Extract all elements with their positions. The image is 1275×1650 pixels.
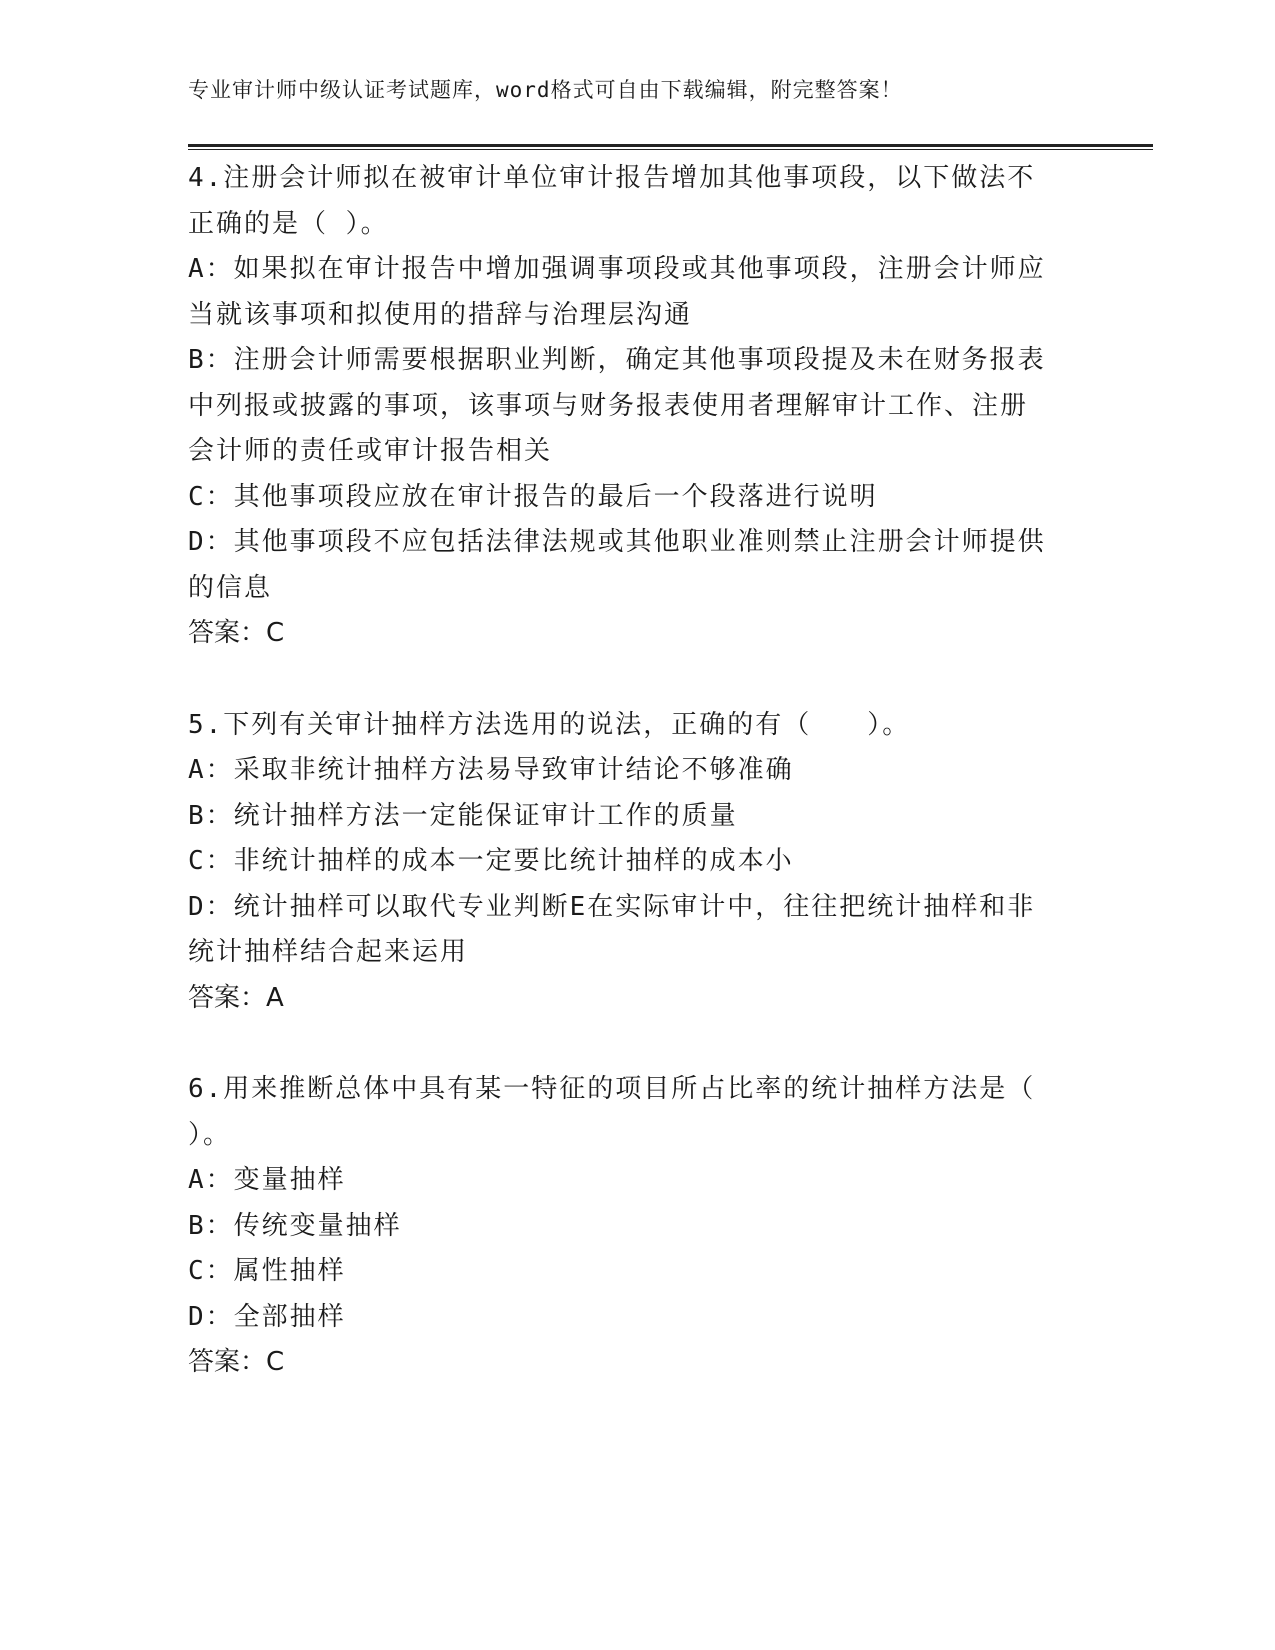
question-4 bbox=[188, 156, 1068, 657]
header-rule-thin bbox=[188, 149, 1153, 150]
option-line: A：如果拟在审计报告中增加强调事项段或其他事项段，注册会计师应 bbox=[188, 254, 1046, 284]
header-rule-thick bbox=[188, 144, 1153, 147]
option-d bbox=[188, 885, 1068, 976]
option-b bbox=[188, 794, 1068, 840]
option-a bbox=[188, 748, 1068, 794]
answer-label: 答案：C bbox=[188, 618, 285, 648]
question-spacer bbox=[188, 1021, 1068, 1067]
option-line: A：采取非统计抽样方法易导致审计结论不够准确 bbox=[188, 755, 794, 785]
option-b bbox=[188, 338, 1068, 475]
option-d bbox=[188, 1295, 1068, 1341]
option-line: 会计师的责任或审计报告相关 bbox=[188, 436, 553, 466]
question-list bbox=[188, 156, 1068, 1386]
question-stem-line: 5.下列有关审计抽样方法选用的说法，正确的有（ ）。 bbox=[188, 709, 911, 740]
option-d bbox=[188, 520, 1068, 611]
option-line: C：非统计抽样的成本一定要比统计抽样的成本小 bbox=[188, 846, 794, 876]
question-stem-line: 6.用来推断总体中具有某一特征的项目所占比率的统计抽样方法是（ bbox=[188, 1074, 1036, 1104]
option-line: 中列报或披露的事项，该事项与财务报表使用者理解审计工作、注册 bbox=[188, 390, 1029, 421]
question-spacer bbox=[188, 657, 1068, 703]
option-line: C：属性抽样 bbox=[188, 1256, 346, 1286]
option-a bbox=[188, 1158, 1068, 1204]
question-stem-line: ）。 bbox=[188, 1119, 232, 1150]
option-line: 统计抽样结合起来运用 bbox=[188, 937, 469, 967]
option-line: 当就该事项和拟使用的措辞与治理层沟通 bbox=[188, 299, 693, 330]
question-6 bbox=[188, 1067, 1068, 1386]
option-c bbox=[188, 839, 1068, 885]
option-line: 的信息 bbox=[188, 572, 273, 603]
option-line: D：全部抽样 bbox=[188, 1301, 346, 1332]
question-stem-line: 正确的是（ ）。 bbox=[188, 208, 389, 239]
option-line: B：传统变量抽样 bbox=[188, 1210, 402, 1241]
option-line: C：其他事项段应放在审计报告的最后一个段落进行说明 bbox=[188, 481, 878, 512]
question-stem-line: 4.注册会计师拟在被审计单位审计报告增加其他事项段，以下做法不 bbox=[188, 163, 1036, 193]
option-c bbox=[188, 1249, 1068, 1295]
option-line: A：变量抽样 bbox=[188, 1165, 346, 1195]
option-line: B：注册会计师需要根据职业判断，确定其他事项段提及未在财务报表 bbox=[188, 345, 1046, 375]
answer-label: 答案：A bbox=[188, 982, 284, 1013]
option-line: B：统计抽样方法一定能保证审计工作的质量 bbox=[188, 800, 738, 831]
option-b bbox=[188, 1204, 1068, 1250]
option-line: D：其他事项段不应包括法律法规或其他职业准则禁止注册会计师提供 bbox=[188, 527, 1046, 557]
header-text: 专业审计师中级认证考试题库，word格式可自由下载编辑，附完整答案！ bbox=[188, 78, 903, 102]
question-5 bbox=[188, 703, 1068, 1022]
option-line: D：统计抽样可以取代专业判断E在实际审计中，往往把统计抽样和非 bbox=[188, 891, 1036, 922]
option-a bbox=[188, 247, 1068, 338]
option-c bbox=[188, 475, 1068, 521]
answer-label: 答案：C bbox=[188, 1347, 285, 1377]
